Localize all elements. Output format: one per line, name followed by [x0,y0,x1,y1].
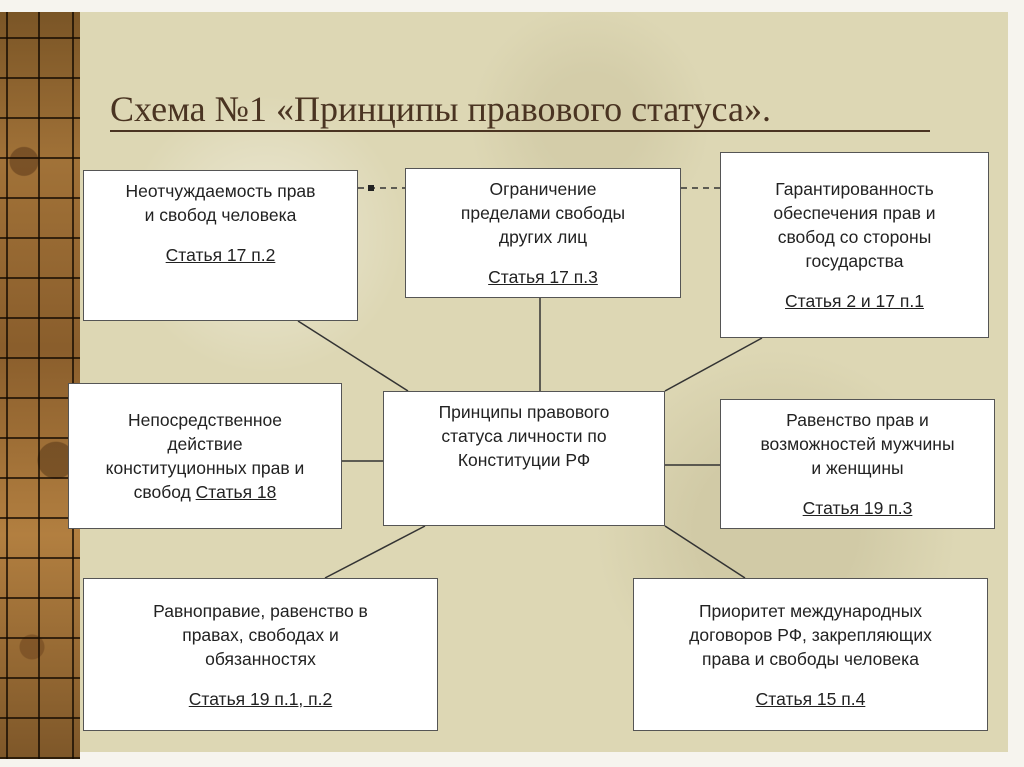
box-text-line: и женщины [811,458,904,478]
box-text-line: Ограничение [489,179,597,199]
box-text-line: других лиц [498,227,588,247]
box-text-line: Неотчуждаемость прав [125,181,316,201]
article-reference: Статья 18 [195,482,277,502]
box-text-line: и свобод человека [144,205,297,225]
box-text-line: обязанностях [205,648,316,669]
box-mid-right [720,399,995,529]
article-reference: Статья 17 п.2 [165,245,276,265]
article-reference: Статья 15 п.4 [755,688,866,709]
link-marker [368,185,374,191]
box-text-line: свобод со стороны [777,227,932,247]
box-text-line: Принципы правового [438,402,610,422]
box-top-center [405,168,681,298]
article-reference: Статья 19 п.3 [802,498,913,518]
box-text-line: Равенство прав и [786,410,929,430]
box-text-line: обеспечения прав и [773,203,936,223]
box-text-line: договоров РФ, закрепляющих [689,624,932,645]
box-text-line [134,480,277,504]
connector-top-left [298,321,408,391]
connector-bottom-right [665,526,745,578]
connector-bottom-left [325,526,425,578]
box-text-line: Приоритет международных [698,600,923,621]
box-mid-left [68,383,342,529]
box-text-line: Непосредственное [127,410,282,430]
box-center-principles [383,391,665,526]
slide-title: Схема №1 «Принципы правового статуса». [110,89,771,129]
box-text-line: Равноправие, равенство в [153,600,368,621]
box-text-line: пределами свободы [460,203,626,223]
box-text-line: правах, свободах и [182,624,339,645]
box-text-line: государства [805,251,904,271]
box-bottom-right [633,578,988,731]
box-top-right [720,152,989,338]
box-text-line: Гарантированность [775,179,934,199]
box-text-line: права и свободы человека [702,648,919,669]
box-text-line: действие [167,434,243,454]
article-reference: Статья 2 и 17 п.1 [785,291,924,311]
box-text-line: статуса личности по [441,426,607,446]
connector-top-right [665,338,762,391]
box-text-line: возможностей мужчины [760,434,955,454]
article-reference: Статья 19 п.1, п.2 [188,688,333,709]
box-text-prefix: свобод [133,482,196,502]
box-bottom-left [83,578,438,731]
box-text-line: конституционных прав и [105,458,305,478]
box-text-line: Конституции РФ [457,450,591,470]
article-reference: Статья 17 п.3 [488,267,598,287]
box-top-left [83,170,358,321]
